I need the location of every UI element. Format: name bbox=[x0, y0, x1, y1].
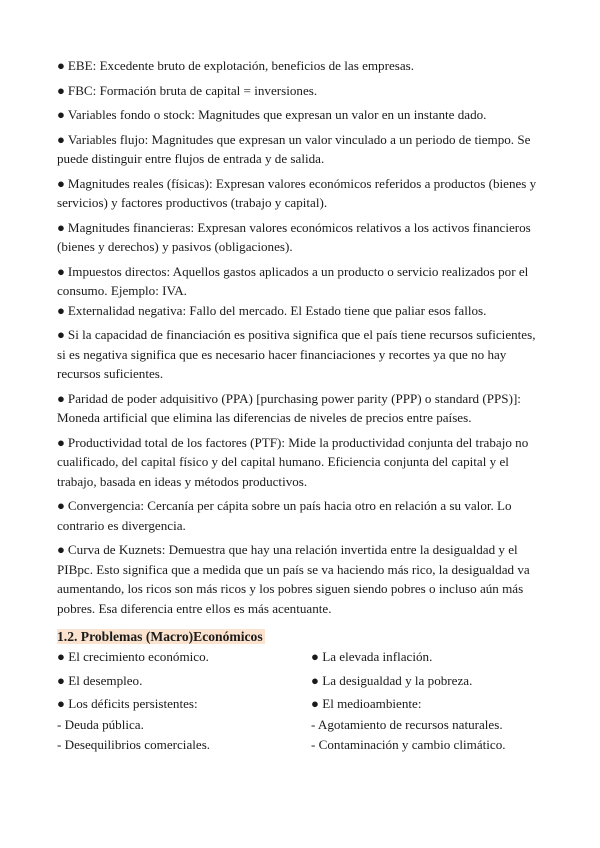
bullet-icon: ● bbox=[57, 390, 65, 406]
bullet-icon: ● bbox=[57, 434, 65, 450]
bullet-icon: ● bbox=[311, 649, 319, 664]
bullet-icon: ● bbox=[57, 302, 65, 318]
definition-magnitudes-reales: ● Magnitudes reales (físicas): Expresan valores económicos referidos a productos (bienes y servicios) y factores productivos (trabajo y capital). bbox=[57, 175, 537, 210]
list-item-crecimiento: ● El crecimiento económico. bbox=[57, 649, 209, 664]
definition-magnitudes-financieras: ● Magnitudes financieras: Expresan valores económicos relativos a los activos financieros (bienes y derechos) y pasivos (obligaciones). bbox=[57, 219, 531, 254]
bullet-icon: ● bbox=[57, 58, 65, 73]
bullet-icon: ● bbox=[57, 175, 65, 191]
bullet-icon: ● bbox=[57, 263, 65, 279]
bullet-icon: ● bbox=[57, 649, 65, 664]
bullet-icon: ● bbox=[57, 696, 65, 711]
list-group-medioambiente bbox=[311, 694, 561, 755]
list-item-desigualdad: ● La desigualdad y la pobreza. bbox=[311, 672, 473, 688]
definition-list bbox=[57, 56, 547, 623]
list-item-desempleo: ● El desempleo. bbox=[57, 672, 143, 688]
sub-item-contaminacion: - Contaminación y cambio climático. bbox=[311, 736, 506, 752]
list-item-deficits: ● Los déficits persistentes: bbox=[57, 696, 198, 711]
bullet-icon: ● bbox=[57, 498, 65, 513]
sub-item-deuda-publica: - Deuda pública. bbox=[57, 716, 144, 732]
definition-variables-flujo: ● Variables flujo: Magnitudes que expresan un valor vinculado a un periodo de tiempo. Se puede distinguir entre flujos de entrada y de salida. bbox=[57, 131, 531, 166]
bullet-icon: ● bbox=[57, 107, 65, 122]
problems-right-column bbox=[311, 647, 561, 755]
bullet-icon: ● bbox=[57, 131, 65, 147]
bullet-icon: ● bbox=[57, 542, 65, 557]
definition-fbc: ● FBC: Formación bruta de capital = inversiones. bbox=[57, 82, 318, 98]
problems-left-column bbox=[57, 647, 307, 755]
definition-paridad-poder-adquisitivo: ● Paridad de poder adquisitivo (PPA) [purchasing power parity (PPP) o standard (PPS)]: Moneda artificial que elimina las diferencias de niveles de precios entre países. bbox=[57, 390, 521, 425]
bullet-icon: ● bbox=[311, 696, 319, 711]
section-title: 1.2. Problemas (Macro)Económicos bbox=[57, 629, 263, 644]
bullet-icon: ● bbox=[57, 219, 65, 235]
list-group-deficits bbox=[57, 694, 307, 755]
sub-item-agotamiento-recursos: - Agotamiento de recursos naturales. bbox=[311, 716, 503, 732]
list-item-medioambiente: ● El medioambiente: bbox=[311, 696, 422, 711]
definition-externalidad-negativa: ● Externalidad negativa: Fallo del mercado. El Estado tiene que paliar esos fallos. bbox=[57, 302, 487, 318]
definition-impuestos-directos: ● Impuestos directos: Aquellos gastos aplicados a un producto o servicio realizados por el consumo. Ejemplo: IVA. bbox=[57, 263, 529, 298]
definition-convergencia: ● Convergencia: Cercanía per cápita sobre un país hacia otro en relación a su valor. Lo contrario es divergencia. bbox=[57, 498, 512, 533]
bullet-icon: ● bbox=[57, 327, 65, 342]
definition-ebe: ● EBE: Excedente bruto de explotación, beneficios de las empresas. bbox=[57, 58, 415, 73]
sub-item-desequilibrios: - Desequilibrios comerciales. bbox=[57, 736, 211, 752]
list-item-inflacion: ● La elevada inflación. bbox=[311, 649, 433, 664]
bullet-icon: ● bbox=[57, 82, 65, 98]
definition-productividad-total: ● Productividad total de los factores (PTF): Mide la productividad conjunta del trabajo no cualificado, del capital físico y del capital humano. Eficiencia conjunta del capital y el trabajo, basada en ideas y métodos productivos. bbox=[57, 434, 529, 489]
definition-capacidad-financiacion: ● Si la capacidad de financiación es positiva significa que el país tiene recursos suficientes, si es negativa significa que es necesario hacer financiaciones y recortes ya que no hay recursos suficientes. bbox=[57, 327, 536, 381]
bullet-icon: ● bbox=[311, 672, 319, 688]
bullet-icon: ● bbox=[57, 672, 65, 688]
definition-variables-fondo: ● Variables fondo o stock: Magnitudes que expresan un valor en un instante dado. bbox=[57, 107, 487, 122]
section-heading bbox=[57, 627, 547, 646]
definition-curva-kuznets: ● Curva de Kuznets: Demuestra que hay una relación invertida entre la desigualdad y el PIBpc. Esto significa que a medida que un país se va haciendo más rico, la desigualdad va aumentando, los ricos son más ricos y los pobres siguen siendo pobres o incluso aún más pobres. Esa diferencia entre ellos es más acentuante. bbox=[57, 542, 530, 616]
